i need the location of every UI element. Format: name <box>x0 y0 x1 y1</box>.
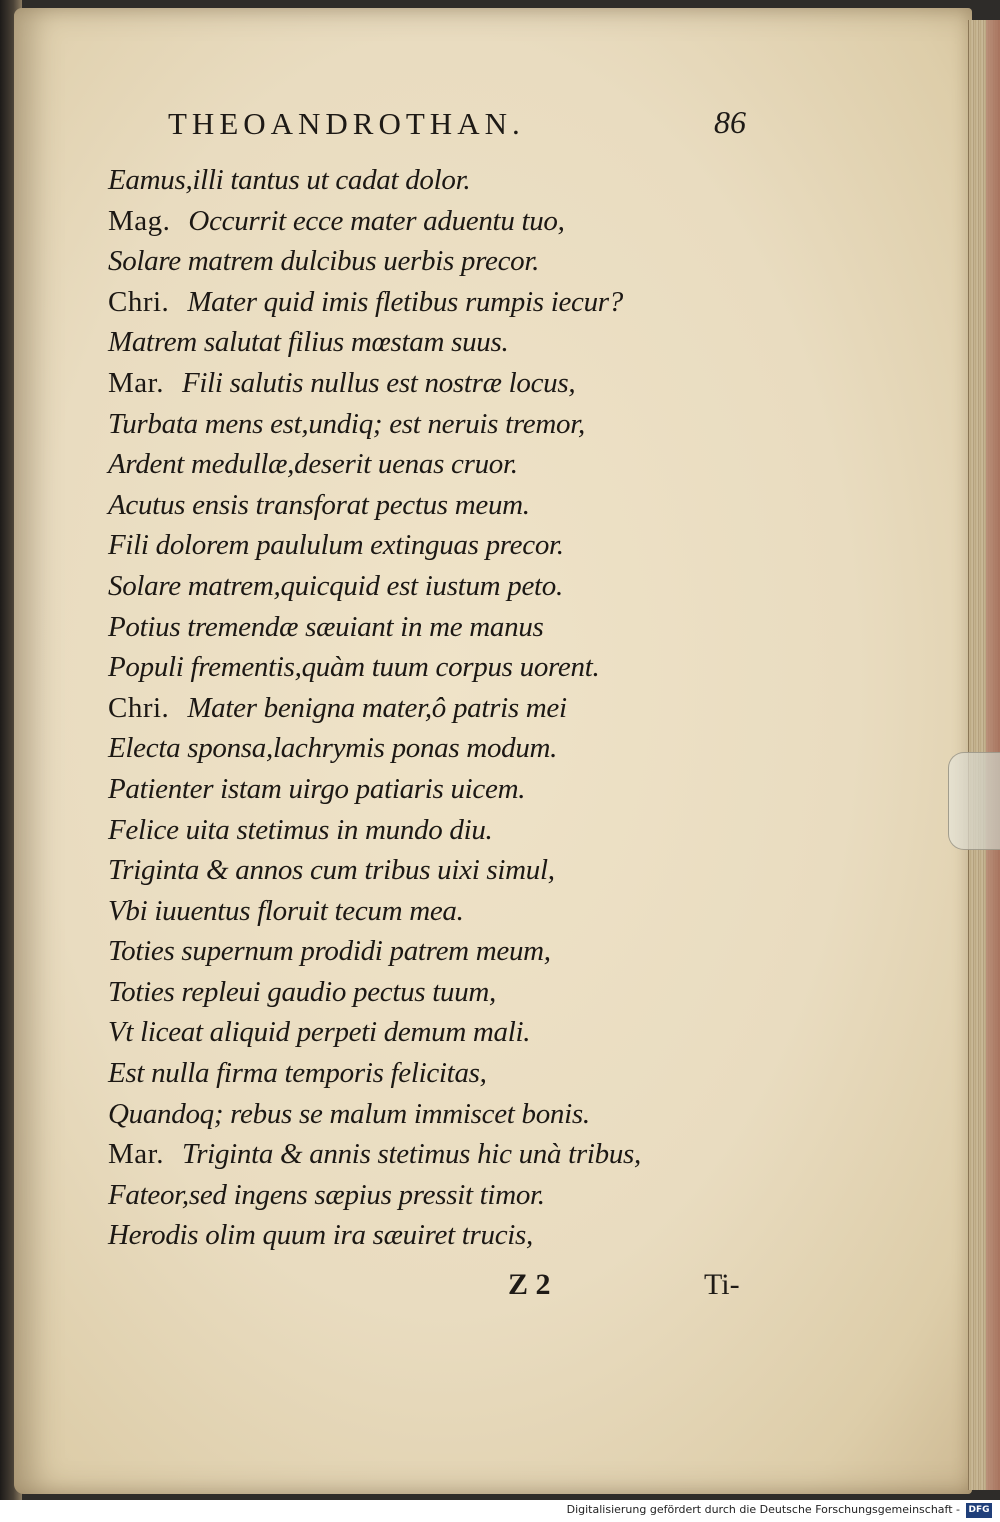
verse-line <box>108 444 728 485</box>
verse-text: Patienter istam uirgo patiaris uicem. <box>108 772 526 805</box>
verse-line <box>108 322 728 363</box>
verse-text: Toties repleui gaudio pectus tuum, <box>108 975 496 1008</box>
verse-text: Fili dolorem paululum extinguas precor. <box>108 529 564 562</box>
verse-text: Solare matrem dulcibus uerbis precor. <box>108 245 540 278</box>
verse-line <box>108 566 728 607</box>
verse-line <box>108 1215 728 1256</box>
credit-bar <box>0 1500 1000 1522</box>
verse-line <box>108 728 728 769</box>
verse-line <box>108 1053 728 1094</box>
speaker-label: Chri. <box>108 285 170 318</box>
verse-line <box>108 485 728 526</box>
verse-line <box>108 972 728 1013</box>
credit-text: Digitalisierung gefördert durch die Deutsche Forschungsgemeinschaft - <box>566 1503 960 1516</box>
verse-line <box>108 160 728 201</box>
verse-line <box>108 201 728 242</box>
verse-text: Populi frementis,quàm tuum corpus uorent. <box>108 651 600 684</box>
verse-text: Acutus ensis transforat pectus meum. <box>108 488 530 521</box>
speaker-label: Mar. <box>108 366 164 399</box>
verse-text: Electa sponsa,lachrymis ponas modum. <box>108 732 558 765</box>
verse-text: Turbata mens est,undiq; est neruis tremor, <box>108 407 585 440</box>
verse-text: Ardent medullæ,deserit uenas cruor. <box>108 448 518 481</box>
verse-text: Herodis olim quum ira sæuiret trucis, <box>108 1219 533 1252</box>
page-clip <box>948 752 1000 850</box>
verse-line <box>108 363 728 404</box>
verse-text: Quandoq; rebus se malum immiscet bonis. <box>108 1097 590 1130</box>
verse-text: Vt liceat aliquid perpeti demum mali. <box>108 1016 531 1049</box>
page-footer <box>508 1264 768 1304</box>
verse-line <box>108 282 728 323</box>
signature-mark: Z 2 <box>508 1268 551 1301</box>
running-head: THEOANDROTHAN. <box>168 106 525 141</box>
verse-line <box>108 769 728 810</box>
verse-line <box>108 404 728 445</box>
speaker-label: Chri. <box>108 691 170 724</box>
verse-text: Felice uita stetimus in mundo diu. <box>108 813 493 846</box>
verse-text: Mater benigna mater,ô patris mei <box>187 691 567 724</box>
verse-text: Solare matrem,quicquid est iustum peto. <box>108 569 563 602</box>
verse-line <box>108 810 728 851</box>
verse-text: Fateor,sed ingens sæpius pressit timor. <box>108 1178 545 1211</box>
verse-line <box>108 850 728 891</box>
verse-line <box>108 931 728 972</box>
verse-text: Matrem salutat filius mœstam suus. <box>108 326 509 359</box>
page-header <box>168 100 788 144</box>
speaker-label: Mag. <box>108 204 171 237</box>
verse-line <box>108 525 728 566</box>
verse-line <box>108 688 728 729</box>
verse-text: Occurrit ecce mater aduentu tuo, <box>188 204 565 237</box>
verse-line <box>108 891 728 932</box>
verse-text: Toties supernum prodidi patrem meum, <box>108 935 551 968</box>
catchword: Ti- <box>704 1268 740 1301</box>
verse-text: Potius tremendæ sæuiant in me manus <box>108 610 544 643</box>
verse-line <box>108 647 728 688</box>
verse-text-block <box>108 160 728 1256</box>
verse-text: Mater quid imis fletibus rumpis iecur? <box>187 285 623 318</box>
verse-text: Fili salutis nullus est nostræ locus, <box>181 366 576 399</box>
verse-line <box>108 241 728 282</box>
speaker-label: Mar. <box>108 1138 164 1171</box>
verse-line <box>108 607 728 648</box>
verse-text: Triginta & annos cum tribus uixi simul, <box>108 854 555 887</box>
verse-text: Triginta & annis stetimus hic unà tribus, <box>181 1138 641 1171</box>
verse-line <box>108 1012 728 1053</box>
verse-line <box>108 1094 728 1135</box>
verse-line <box>108 1175 728 1216</box>
dfg-logo: DFG <box>966 1503 992 1518</box>
verse-line <box>108 1134 728 1175</box>
verse-text: Eamus,illi tantus ut cadat dolor. <box>108 164 471 196</box>
verse-text: Est nulla firma temporis felicitas, <box>108 1057 487 1090</box>
folio-number: 86 <box>714 104 746 140</box>
verse-text: Vbi iuuentus floruit tecum mea. <box>108 894 464 927</box>
